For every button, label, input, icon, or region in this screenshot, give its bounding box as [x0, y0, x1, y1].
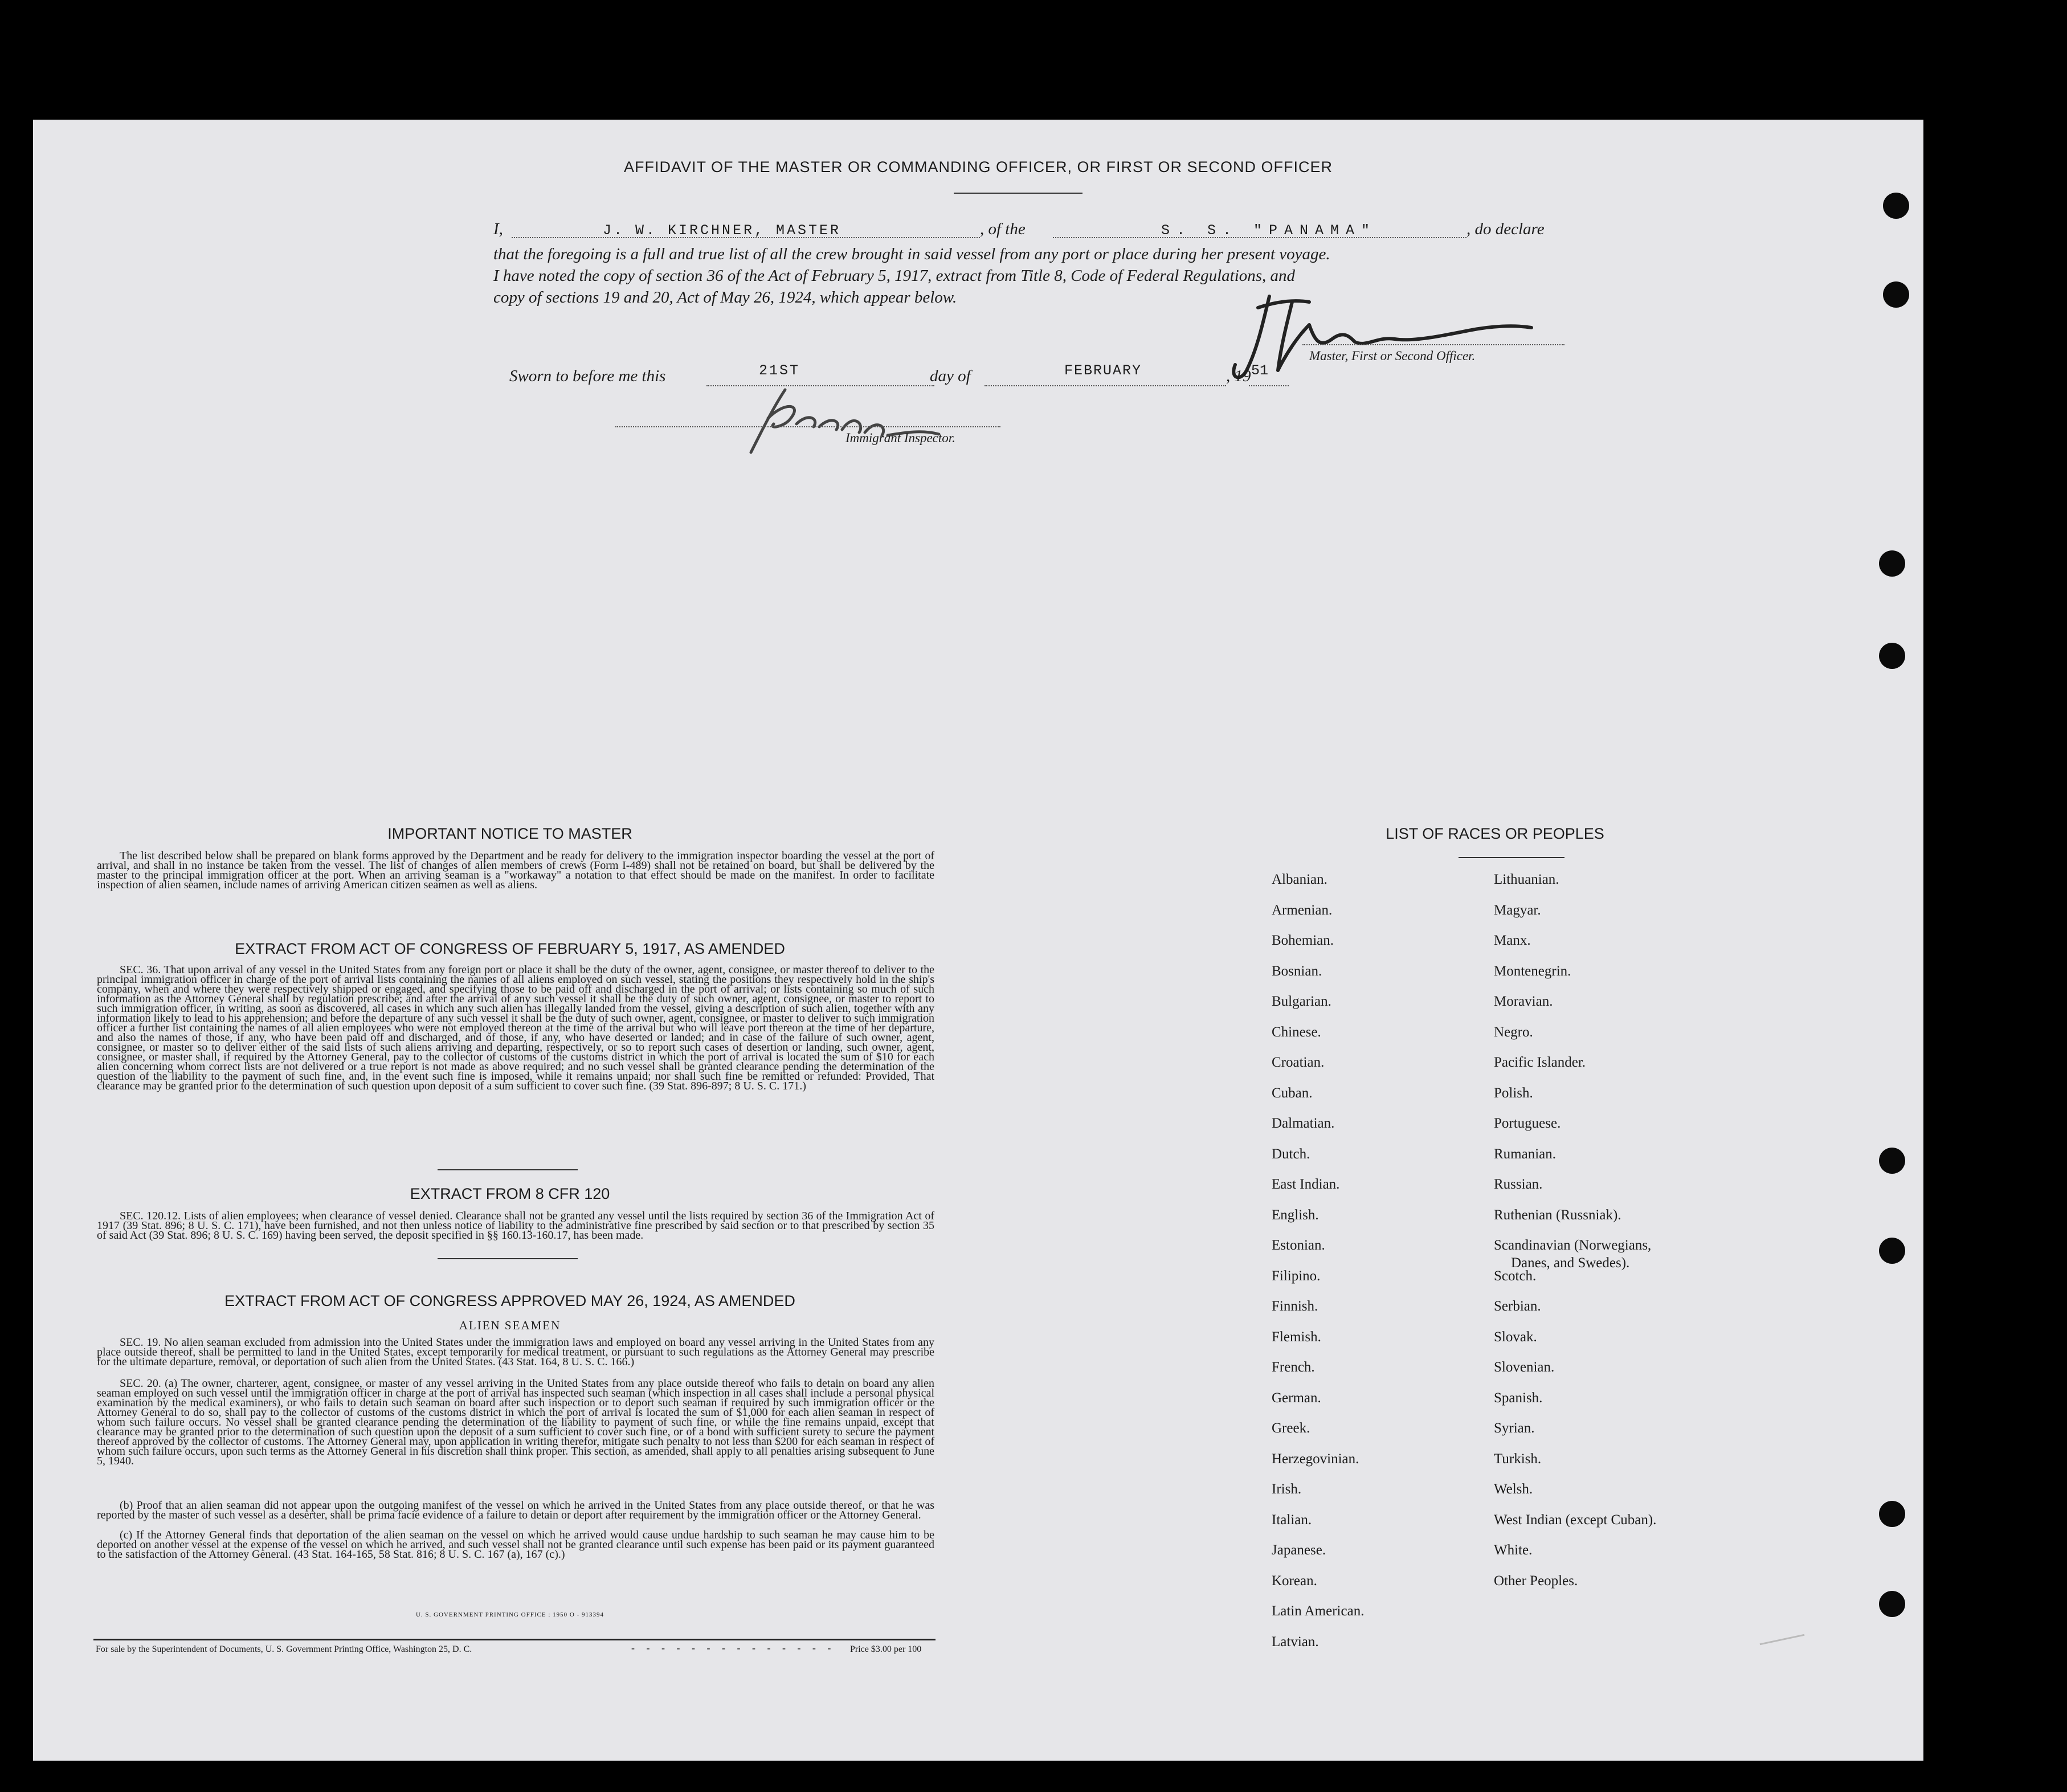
- for-sale-line: For sale by the Superintendent of Documents, U. S. Government Printing Office, Washington 25, D. C.: [96, 1644, 472, 1654]
- race-item: Croatian.: [1272, 1055, 1325, 1070]
- binder-hole: [1879, 1238, 1905, 1264]
- races-title: LIST OF RACES OR PEOPLES: [1386, 825, 1604, 842]
- year-prefix: , 19: [1226, 367, 1251, 385]
- race-item: Japanese.: [1272, 1542, 1326, 1558]
- race-item: Polish.: [1494, 1085, 1533, 1101]
- race-item: French.: [1272, 1360, 1315, 1375]
- notice-body: The list described below shall be prepared on blank forms approved by the Department and be ready for delivery to the immigration inspector boarding the vessel at the port of arrival, and shall in no instance be taken from the vessel. The list of changes of alien members of crews (Form I-489) shall not be retained on board, but shall be delivered by the master to the principal immigration officer at the port. When an arriving seaman is a "workaway" a notation to that effect should be made on the manifest. In order to facilitate inspection of alien seamen, include names of arriving American citizen seamen as well as aliens.: [97, 850, 934, 891]
- race-item: English.: [1272, 1207, 1319, 1223]
- binder-hole: [1879, 1501, 1905, 1527]
- race-item: Herzegovinian.: [1272, 1451, 1359, 1467]
- extract-1924-title: EXTRACT FROM ACT OF CONGRESS APPROVED MAY 26, 1924, AS AMENDED: [224, 1292, 795, 1309]
- race-item: West Indian (except Cuban).: [1494, 1512, 1657, 1528]
- sec-20c-body: (c) If the Attorney General finds that deportation of the alien seaman on the vessel on which he arrived would cause undue hardship to such seaman he may cause him to be deported on another vessel at the expense of the vessel on which he arrived, and such vessel shall not be granted clearance until such expense has been paid or its payment guaranteed to the satisfaction of the Attorney General. (43 Stat. 164-165, 58 Stat. 816; 8 U. S. C. 167 (a), 167 (c).): [97, 1529, 934, 1561]
- race-item: Greek.: [1272, 1420, 1310, 1436]
- race-item: Scandinavian (Norwegians,: [1494, 1238, 1652, 1253]
- year-line: [1249, 385, 1289, 386]
- month-line: [985, 385, 1226, 386]
- race-item: Moravian.: [1494, 994, 1553, 1009]
- affidavit-line-2: that the foregoing is a full and true list of all the crew brought in said vessel from any port or place during her present voyage.: [493, 245, 1330, 263]
- race-item: Bulgarian.: [1272, 994, 1331, 1009]
- binder-hole: [1879, 1148, 1905, 1174]
- sec-20a-body: SEC. 20. (a) The owner, charterer, agent, consignee, or master of any vessel arriving in the United States from any place outside thereof who fails to detain on board any alien seaman employed on such vessel until the immigration officer in charge at the port of arrival has inspected such seaman (which inspection in all cases shall include a personal physical examination by the medical examiners), or who fails to detain such seaman on board after such inspection or to deport such seaman if required by such immigration officer or the Attorney General to do so, shall pay to the collector of customs of the customs district in which the port of arrival is located the sum of $1,000 for each alien seaman in respect of whom such failure occurs. No vessel shall be granted clearance pending the determination of the liability to payment of such fine, or while the fine remains unpaid, except that clearance may be granted prior to the determination of such question upon the deposit of a sum sufficient to cover such fine, or of a bond with sufficient surety to secure the payment thereof approved by the collector of customs. The Attorney General may, upon application in writing therefor, mitigate such penalty to not less than $200 for each seaman in respect of whom such failure occurs, upon such terms as the Attorney General in his discretion shall think proper. This section, as amended, shall apply to all penalties arising subsequent to June 5, 1940.: [97, 1377, 934, 1467]
- race-item: Filipino.: [1272, 1268, 1321, 1284]
- binder-hole: [1879, 643, 1905, 669]
- race-item: Negro.: [1494, 1024, 1533, 1040]
- binder-hole: [1879, 550, 1905, 577]
- affidavit-title: AFFIDAVIT OF THE MASTER OR COMMANDING OFFICER, OR FIRST OR SECOND OFFICER: [623, 158, 1333, 175]
- notice-title: IMPORTANT NOTICE TO MASTER: [387, 825, 632, 842]
- race-item: Chinese.: [1272, 1024, 1321, 1040]
- i-label: I,: [493, 220, 503, 238]
- race-item: Portuguese.: [1494, 1116, 1561, 1131]
- race-item: Montenegrin.: [1494, 963, 1571, 979]
- extract-cfr-body: SEC. 120.12. Lists of alien employees; when clearance of vessel denied. Clearance shall not be granted any vessel until the lists required by section 36 of the Immigration Act of 1917 (39 Stat. 896; 8 U. S. C. 171), have been furnished, and not then unless notice of liability to the administrative fine prescribed by said section or to that prescribed by section 35 of said Act (39 Stat. 896; 8 U. S. C. 169) having been served, the deposit specified in §§ 160.13-160.17, has been made.: [97, 1210, 934, 1242]
- race-item: Albanian.: [1272, 872, 1327, 887]
- race-item: Bosnian.: [1272, 963, 1322, 979]
- affidavit-line-3: I have noted the copy of section 36 of the Act of February 5, 1917, extract from Title 8, Code of Federal Regulations, and: [493, 267, 1296, 285]
- affidavit-line-4: copy of sections 19 and 20, Act of May 26, 1924, which appear below.: [493, 288, 957, 307]
- master-signature: [1224, 285, 1543, 387]
- inspector-signature-line: [615, 426, 1000, 427]
- sec-19-body: SEC. 19. No alien seaman excluded from admission into the United States under the immigration laws and employed on board any vessel arriving in the United States from any place outside thereof, shall be permitted to land in the United States, except temporarily for medical treatment, or pursuant to such regulations as the Attorney General may prescribe for the ultimate departure, removal, or deportation of such alien from the United States. (43 Stat. 164, 8 U. S. C. 166.): [97, 1336, 934, 1368]
- race-item: Latvian.: [1272, 1634, 1319, 1650]
- sec-20b-body: (b) Proof that an alien seaman did not appear upon the outgoing manifest of the vessel on which he arrived in the United States from any place outside thereof, or that he was reported by the master of such vessel as a deserter, shall be prima facie evidence of a failure to detain or deport after requirement by the immigration officer or the Attorney General.: [97, 1499, 934, 1521]
- inspector-signature: [734, 378, 950, 458]
- race-item: Rumanian.: [1494, 1146, 1557, 1162]
- race-item: Ruthenian (Russniak).: [1494, 1207, 1621, 1223]
- race-item: Estonian.: [1272, 1238, 1325, 1253]
- race-item: Irish.: [1272, 1481, 1302, 1497]
- race-item: Spanish.: [1494, 1390, 1543, 1406]
- extract-1917-body: SEC. 36. That upon arrival of any vessel in the United States from any foreign port or place it shall be the duty of the owner, agent, consignee, or master thereof to deliver to the principal immigration officer in charge of the port of arrival lists containing the names of all aliens employed on such vessel, stating the positions they respectively hold in the ship's company, when and where they were respectively shipped or engaged, and specifying those to be paid off and discharged in the port of arrival; or lists containing so much of such information as the Attorney General shall by regulation prescribe; and after the arrival of any such vessel it shall be the duty of such owner, agent, consignee, or master to report to such immigration officer, in writing, as soon as discovered, all cases in which any such alien has illegally landed from the vessel, giving a description of such alien, together with any information likely to lead to his apprehension; and before the departure of any such vessel it shall be the duty of such owner, agent, consignee, or master to deliver to such immigration officer a further list containing the names of all alien employees who were not employed thereon at the time of the arrival but who will leave port thereon at the time of her departure, and also the names of those, if any, who have been paid off and discharged, and of those, if any, who have deserted or landed; and in case of the failure of such owner, agent, consignee, or master so to deliver either of the said lists of such aliens arriving and departing, respectively, or so to report such cases of desertion or landing, such owner, agent, consignee, or master shall, if required by the Attorney General, pay to the collector of customs of the customs district in which the port of arrival is located the sum of $10 for each alien concerning whom correct lists are not delivered or a true report is not made as above required; and no such vessel shall be granted clearance pending the determination of the question of the liability to the payment of such fine, and, in the event such fine is imposed, while it remains unpaid; nor shall such fine be remitted or refunded: Provided, That clearance may be granted prior to the determination of such question upon deposit of a sum sufficient to cover such fine. (39 Stat. 896-897; 8 U. S. C. 171.): [97, 964, 934, 1092]
- race-item: Russian.: [1494, 1177, 1543, 1192]
- printing-office-line: U. S. GOVERNMENT PRINTING OFFICE : 1950 O - 913394: [415, 1611, 604, 1618]
- race-item: Finnish.: [1272, 1299, 1318, 1314]
- race-item: Magyar.: [1494, 902, 1541, 918]
- corner-mark: [1760, 1634, 1805, 1646]
- divider: [438, 1258, 578, 1259]
- day-value: 21ST: [759, 362, 800, 379]
- race-item: Korean.: [1272, 1573, 1317, 1589]
- extract-cfr-title: EXTRACT FROM 8 CFR 120: [410, 1185, 610, 1202]
- extract-1917-title: EXTRACT FROM ACT OF CONGRESS OF FEBRUARY 5, 1917, AS AMENDED: [235, 940, 785, 957]
- divider: [438, 1169, 578, 1170]
- master-name: J. W. KIRCHNER, MASTER: [603, 222, 841, 239]
- race-item: Lithuanian.: [1494, 872, 1559, 887]
- race-item: Manx.: [1494, 933, 1531, 948]
- race-item: Slovenian.: [1494, 1360, 1555, 1375]
- race-item: Danes, and Swedes).: [1511, 1255, 1630, 1271]
- race-item: Cuban.: [1272, 1085, 1313, 1101]
- race-item: Flemish.: [1272, 1329, 1321, 1345]
- races-divider: [1459, 857, 1564, 858]
- alien-seamen-subtitle: ALIEN SEAMEN: [459, 1319, 561, 1332]
- race-item: East Indian.: [1272, 1177, 1340, 1192]
- race-item: Italian.: [1272, 1512, 1312, 1528]
- binder-hole: [1879, 1591, 1905, 1617]
- race-item: Welsh.: [1494, 1481, 1533, 1497]
- race-item: Other Peoples.: [1494, 1573, 1578, 1589]
- signature-caption: Master, First or Second Officer.: [1309, 349, 1476, 363]
- race-item: Armenian.: [1272, 902, 1333, 918]
- race-item: Syrian.: [1494, 1420, 1535, 1436]
- title-divider: [954, 193, 1082, 194]
- binder-hole: [1883, 281, 1909, 308]
- price-line: Price $3.00 per 100: [850, 1644, 922, 1654]
- race-item: German.: [1272, 1390, 1321, 1406]
- race-item: White.: [1494, 1542, 1533, 1558]
- footer-rule: [93, 1639, 936, 1640]
- race-item: Latin American.: [1272, 1603, 1365, 1619]
- do-declare-label: , do declare: [1466, 220, 1545, 238]
- master-signature-line: [1302, 344, 1564, 345]
- year-value: 51: [1251, 362, 1269, 379]
- sworn-label: Sworn to before me this: [509, 367, 666, 385]
- race-item: Serbian.: [1494, 1299, 1541, 1314]
- race-item: Turkish.: [1494, 1451, 1542, 1467]
- footer-dashes: - - - - - - - - - - - - - -: [631, 1642, 836, 1654]
- race-item: Dutch.: [1272, 1146, 1310, 1162]
- race-item: Dalmatian.: [1272, 1116, 1335, 1131]
- race-item: Bohemian.: [1272, 933, 1334, 948]
- inspector-caption: Immigrant Inspector.: [845, 431, 955, 445]
- race-item: Slovak.: [1494, 1329, 1537, 1345]
- day-of-label: day of: [930, 367, 971, 385]
- race-item: Pacific Islander.: [1494, 1055, 1586, 1070]
- binder-hole: [1883, 193, 1909, 219]
- document-page: [33, 120, 1923, 1761]
- month-value: FEBRUARY: [1064, 362, 1142, 379]
- race-item: Scotch.: [1494, 1268, 1537, 1284]
- vessel-name: S. S. "PANAMA": [1161, 222, 1377, 239]
- of-the-label: , of the: [980, 220, 1026, 238]
